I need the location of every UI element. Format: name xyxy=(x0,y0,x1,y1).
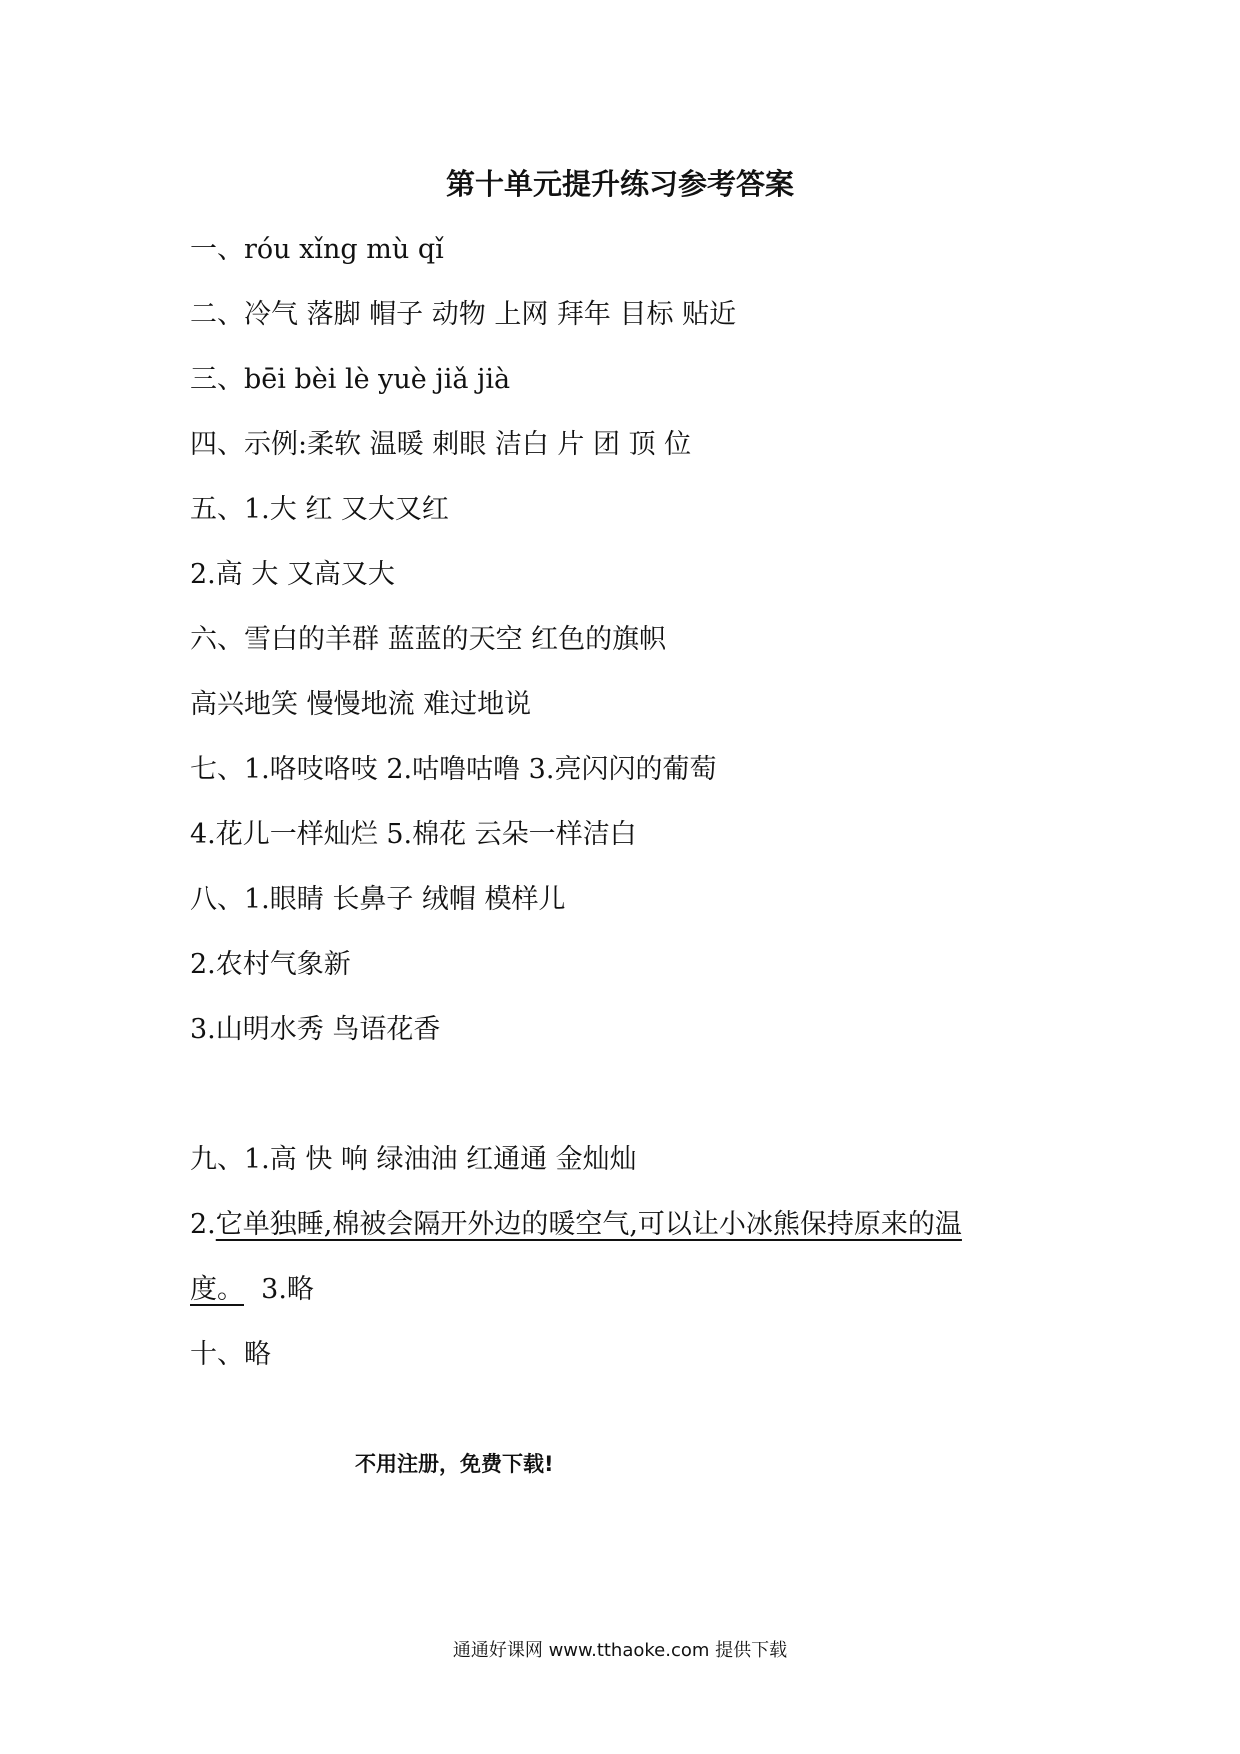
download-note: 不用注册，免费下载! xyxy=(355,1452,554,1476)
answer-line-12: 2.农村气象新 xyxy=(190,949,351,980)
answer-line-7: 六、雪白的羊群 蓝蓝的天空 红色的旗帜 xyxy=(190,624,667,655)
answer-line-5: 五、1.大 红 又大又红 xyxy=(190,494,449,525)
answer-line-3: 三、bēi bèi lè yuè jiǎ jià xyxy=(190,364,511,395)
answer-line-17: 十、略 xyxy=(190,1339,271,1370)
q9-2-underlined-answer-end: 度。 xyxy=(190,1274,244,1305)
answer-line-9: 七、1.咯吱咯吱 2.咕噜咕噜 3.亮闪闪的葡萄 xyxy=(190,754,717,785)
answer-line-10: 4.花儿一样灿烂 5.棉花 云朵一样洁白 xyxy=(190,819,637,850)
answer-line-6: 2.高 大 又高又大 xyxy=(190,559,395,590)
page-footer: 通通好课网 www.tthaoke.com 提供下载 xyxy=(452,1640,788,1661)
answer-line-14: 九、1.高 快 响 绿油油 红通通 金灿灿 xyxy=(190,1144,637,1175)
q9-2-prefix: 2. xyxy=(190,1209,216,1240)
answer-line-16 xyxy=(190,1273,314,1307)
answer-line-4: 四、示例:柔软 温暖 刺眼 洁白 片 团 顶 位 xyxy=(190,429,692,460)
answer-line-11: 八、1.眼睛 长鼻子 绒帽 模样儿 xyxy=(190,884,566,915)
answer-line-1: 一、róu xǐng mù qǐ xyxy=(190,234,444,265)
page-title: 第十单元提升练习参考答案 xyxy=(445,167,794,201)
answer-line-13: 3.山明水秀 鸟语花香 xyxy=(190,1014,441,1045)
q9-3-answer: 3.略 xyxy=(244,1274,314,1305)
answer-line-15 xyxy=(190,1208,962,1242)
answer-line-8: 高兴地笑 慢慢地流 难过地说 xyxy=(190,689,532,720)
q9-2-underlined-answer: 它单独睡,棉被会隔开外边的暖空气,可以让小冰熊保持原来的温 xyxy=(215,1209,962,1240)
answer-line-2: 二、冷气 落脚 帽子 动物 上网 拜年 目标 贴近 xyxy=(190,299,737,330)
